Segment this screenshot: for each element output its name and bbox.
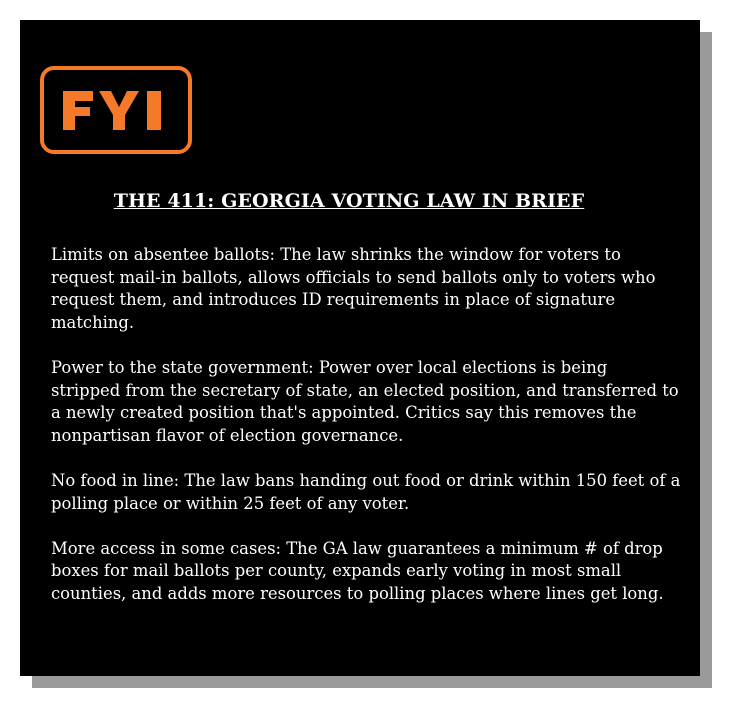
paragraph-state-power: Power to the state government: Power over local elections is being stripped from the secretary of state, an elected position, and transferred to a newly created position that's appointed. Critics say this removes the nonpartisan flavor of election governance. — [51, 357, 679, 445]
paragraph-more-access: More access in some cases: The GA law guarantees a minimum # of drop boxes for mail ballots per county, expands early voting in most small counties, and adds more resources to polling places where lines get long. — [51, 538, 664, 603]
paragraph-absentee-ballots: Limits on absentee ballots: The law shrinks the window for voters to request mail-in ballots, allows officials to send ballots only to voters who request them, and introduces ID requirements in place of signature matching. — [51, 245, 656, 332]
page-title: THE 411: GEORGIA VOTING LAW IN BRIEF — [113, 190, 585, 212]
fyi-logo — [40, 66, 192, 154]
info-card — [20, 20, 700, 676]
paragraph-food-in-line: No food in line: The law bans handing out food or drink within 150 feet of a polling place or within 25 feet of any voter. — [51, 470, 681, 513]
fyi-logo-mark — [61, 85, 171, 135]
article-body — [51, 244, 681, 628]
